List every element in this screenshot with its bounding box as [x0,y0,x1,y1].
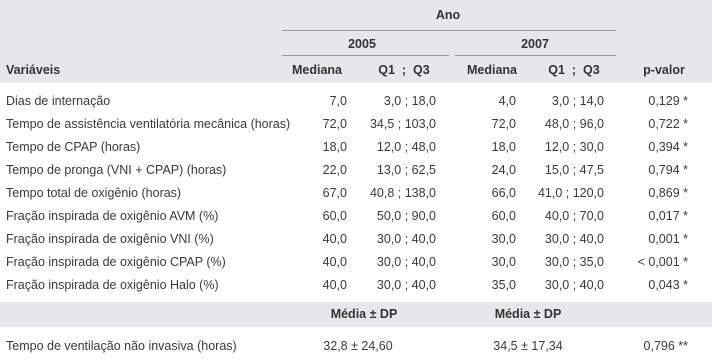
row-mediana-2005: 40,0 [322,278,347,292]
variables-header: Variáveis [6,63,61,77]
mediana-2007-header: Mediana [466,63,518,77]
year-2007-underline [455,55,616,56]
row-q-2007: 30,0 ; 40,0 [544,278,604,292]
ano-header: Ano [435,8,461,22]
q-2007-header: Q1 ; Q3 [548,63,600,77]
row-mediana-2007: 30,0 [491,255,516,269]
row-mediana-2007: 18,0 [491,140,516,154]
row-pvalue: 0,129 * [648,94,688,108]
mean-row-2007: 34,5 ± 17,34 [493,339,563,353]
row-pvalue: 0,043 * [648,278,688,292]
mean-header-2005: Média ± DP [330,307,398,321]
row-pvalue: 0,722 * [648,117,688,131]
row-mediana-2005: 22,0 [322,163,347,177]
row-q-2005: 13,0 ; 62,5 [376,163,436,177]
year-2005-header: 2005 [348,37,376,51]
row-mediana-2005: 60,0 [322,209,347,223]
row-label: Fração inspirada de oxigênio Halo (%) [6,278,219,292]
row-q-2007: 3,0 ; 14,0 [551,94,604,108]
q-2005-header: Q1 ; Q3 [378,63,430,77]
row-pvalue: 0,017 * [648,209,688,223]
row-mediana-2005: 7,0 [329,94,347,108]
row-q-2007: 40,0 ; 70,0 [544,209,604,223]
row-mediana-2007: 66,0 [491,186,516,200]
row-q-2005: 30,0 ; 40,0 [376,278,436,292]
row-pvalue: 0,001 * [648,232,688,246]
row-label: Tempo de pronga (VNI + CPAP) (horas) [6,163,227,177]
row-pvalue: 0,394 * [648,140,688,154]
row-mediana-2005: 67,0 [322,186,347,200]
row-q-2007: 15,0 ; 47,5 [544,163,604,177]
row-label: Fração inspirada de oxigênio AVM (%) [6,209,219,223]
row-q-2005: 30,0 ; 40,0 [376,255,436,269]
row-mediana-2005: 18,0 [322,140,347,154]
row-pvalue: < 0,001 * [637,255,688,269]
year-2005-underline [282,55,449,56]
row-label: Tempo total de oxigênio (horas) [6,186,182,200]
mean-row-pvalue: 0,796 ** [643,339,688,353]
row-q-2007: 48,0 ; 96,0 [544,117,604,131]
row-q-2005: 12,0 ; 48,0 [376,140,436,154]
row-mediana-2007: 60,0 [491,209,516,223]
row-q-2007: 30,0 ; 35,0 [544,255,604,269]
row-q-2005: 34,5 ; 103,0 [369,117,436,131]
pvalue-header: p-valor [643,63,685,77]
row-q-2007: 12,0 ; 30,0 [544,140,604,154]
year-2007-header: 2007 [521,37,549,51]
row-q-2005: 30,0 ; 40,0 [376,232,436,246]
row-mediana-2007: 24,0 [491,163,516,177]
row-q-2007: 30,0 ; 40,0 [544,232,604,246]
row-label: Tempo de CPAP (horas) [6,140,141,154]
row-label: Dias de internação [6,94,111,108]
row-label: Fração inspirada de oxigênio VNI (%) [6,232,214,246]
row-label: Tempo de assistência ventilatória mecânica (horas) [6,117,291,131]
mean-row-2005: 32,8 ± 24,60 [323,339,393,353]
row-label: Fração inspirada de oxigênio CPAP (%) [6,255,226,269]
row-q-2005: 3,0 ; 18,0 [383,94,436,108]
row-mediana-2007: 4,0 [498,94,516,108]
mean-row-label: Tempo de ventilação não invasiva (horas) [6,339,237,353]
row-q-2005: 50,0 ; 90,0 [376,209,436,223]
row-mediana-2005: 72,0 [322,117,347,131]
row-mediana-2007: 30,0 [491,232,516,246]
row-pvalue: 0,869 * [648,186,688,200]
row-mediana-2005: 40,0 [322,232,347,246]
row-mediana-2005: 40,0 [322,255,347,269]
mediana-2005-header: Mediana [291,63,343,77]
mean-header-2007: Média ± DP [494,307,562,321]
row-mediana-2007: 35,0 [491,278,516,292]
row-q-2005: 40,8 ; 138,0 [369,186,436,200]
ano-underline [282,30,616,31]
row-q-2007: 41,0 ; 120,0 [537,186,604,200]
row-pvalue: 0,794 * [648,163,688,177]
row-mediana-2007: 72,0 [491,117,516,131]
